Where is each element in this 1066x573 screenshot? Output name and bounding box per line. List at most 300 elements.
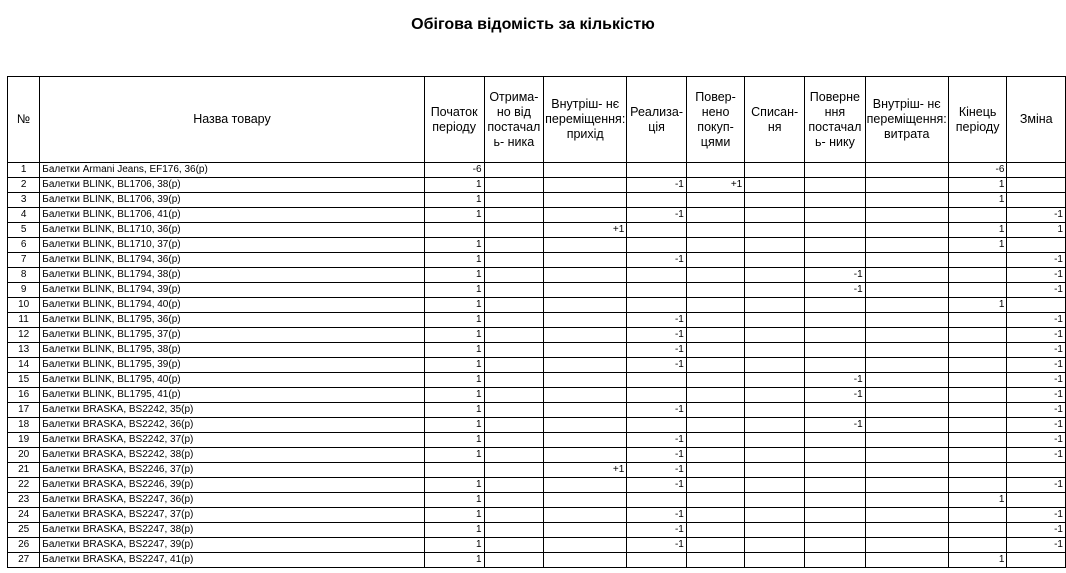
cell-returned-supplier [805,178,866,193]
col-header-transfer-out: Внутріш- нє переміщення: витрата [865,77,948,163]
cell-returned-buyers [686,298,744,313]
cell-transfer-in [544,268,627,283]
cell-transfer-in [544,193,627,208]
table-row [8,493,1066,508]
cell-end [948,253,1007,268]
cell-start: 1 [424,538,484,553]
col-header-no: № [8,77,40,163]
cell-start: 1 [424,328,484,343]
cell-change: -1 [1007,418,1066,433]
cell-transfer-in [544,403,627,418]
cell-transfer-out [865,448,948,463]
cell-start: 1 [424,253,484,268]
table-row [8,463,1066,478]
cell-transfer-out [865,538,948,553]
cell-start [424,463,484,478]
cell-no: 8 [8,268,40,283]
cell-start: 1 [424,388,484,403]
cell-received [484,253,544,268]
cell-transfer-out [865,268,948,283]
cell-returned-buyers [686,268,744,283]
cell-received [484,208,544,223]
cell-transfer-out [865,298,948,313]
cell-change [1007,553,1066,568]
cell-received [484,553,544,568]
cell-writeoff [745,538,805,553]
cell-end [948,448,1007,463]
cell-end [948,508,1007,523]
cell-transfer-in [544,328,627,343]
table-row [8,223,1066,238]
cell-start: 1 [424,208,484,223]
cell-sales: -1 [627,313,687,328]
cell-no: 1 [8,163,40,178]
cell-transfer-out [865,223,948,238]
table-row [8,523,1066,538]
cell-received [484,343,544,358]
table-row [8,388,1066,403]
table-row [8,448,1066,463]
cell-received [484,493,544,508]
cell-writeoff [745,178,805,193]
cell-returned-buyers: +1 [686,178,744,193]
cell-no: 6 [8,238,40,253]
cell-received [484,193,544,208]
table-row [8,478,1066,493]
cell-name: Балетки BLINK, BL1794, 39(р) [40,283,424,298]
cell-transfer-out [865,403,948,418]
cell-end [948,328,1007,343]
cell-received [484,523,544,538]
cell-name: Балетки BLINK, BL1710, 36(р) [40,223,424,238]
cell-change: -1 [1007,373,1066,388]
table-row [8,433,1066,448]
cell-name: Балетки BLINK, BL1710, 37(р) [40,238,424,253]
cell-transfer-out [865,283,948,298]
cell-name: Балетки BRASKA, BS2247, 36(р) [40,493,424,508]
report-title: Обігова відомість за кількістю [411,16,655,33]
cell-received [484,418,544,433]
cell-name: Балетки Armani Jeans, EF176, 36(р) [40,163,424,178]
cell-returned-buyers [686,313,744,328]
cell-sales: -1 [627,538,687,553]
cell-returned-supplier [805,208,866,223]
cell-no: 23 [8,493,40,508]
cell-transfer-out [865,328,948,343]
cell-writeoff [745,493,805,508]
cell-returned-buyers [686,418,744,433]
table-row [8,418,1066,433]
cell-end: 1 [948,178,1007,193]
cell-sales: -1 [627,358,687,373]
cell-transfer-out [865,433,948,448]
cell-transfer-in [544,553,627,568]
cell-change: -1 [1007,328,1066,343]
cell-change: -1 [1007,388,1066,403]
cell-name: Балетки BRASKA, BS2242, 36(р) [40,418,424,433]
cell-end [948,418,1007,433]
cell-received [484,538,544,553]
cell-sales: -1 [627,463,687,478]
cell-returned-buyers [686,508,744,523]
cell-transfer-in [544,298,627,313]
cell-no: 11 [8,313,40,328]
cell-no: 20 [8,448,40,463]
table-row [8,163,1066,178]
cell-transfer-in [544,238,627,253]
cell-sales [627,223,687,238]
cell-returned-buyers [686,208,744,223]
cell-sales: -1 [627,523,687,538]
cell-transfer-out [865,313,948,328]
cell-transfer-out [865,463,948,478]
cell-returned-supplier [805,538,866,553]
cell-received [484,268,544,283]
cell-start: 1 [424,433,484,448]
cell-returned-supplier [805,193,866,208]
cell-name: Балетки BRASKA, BS2247, 37(р) [40,508,424,523]
cell-sales [627,298,687,313]
cell-sales [627,373,687,388]
cell-change [1007,298,1066,313]
cell-end [948,523,1007,538]
col-header-returned-buyers: Повер- нено покуп- цями [686,77,744,163]
cell-received [484,238,544,253]
cell-end: 1 [948,298,1007,313]
cell-returned-buyers [686,343,744,358]
cell-transfer-in [544,508,627,523]
cell-end: -6 [948,163,1007,178]
cell-writeoff [745,343,805,358]
cell-sales: -1 [627,328,687,343]
cell-transfer-out [865,508,948,523]
cell-name: Балетки BLINK, BL1795, 37(р) [40,328,424,343]
table-row [8,403,1066,418]
cell-transfer-out [865,373,948,388]
cell-start: 1 [424,343,484,358]
cell-returned-buyers [686,388,744,403]
cell-start: 1 [424,238,484,253]
cell-transfer-in [544,433,627,448]
cell-name: Балетки BLINK, BL1794, 36(р) [40,253,424,268]
cell-no: 10 [8,298,40,313]
cell-change: -1 [1007,538,1066,553]
cell-transfer-in [544,388,627,403]
cell-end [948,433,1007,448]
cell-sales: -1 [627,478,687,493]
cell-received [484,223,544,238]
cell-writeoff [745,268,805,283]
cell-returned-supplier: -1 [805,418,866,433]
cell-received [484,448,544,463]
cell-writeoff [745,283,805,298]
cell-returned-buyers [686,253,744,268]
cell-returned-buyers [686,433,744,448]
turnover-table [7,76,1066,568]
cell-name: Балетки BRASKA, BS2247, 41(р) [40,553,424,568]
cell-no: 3 [8,193,40,208]
cell-writeoff [745,463,805,478]
cell-sales [627,493,687,508]
cell-sales [627,238,687,253]
cell-returned-supplier: -1 [805,283,866,298]
cell-name: Балетки BLINK, BL1794, 38(р) [40,268,424,283]
cell-returned-supplier: -1 [805,388,866,403]
cell-end: 1 [948,223,1007,238]
cell-returned-supplier: -1 [805,373,866,388]
cell-change [1007,238,1066,253]
cell-writeoff [745,193,805,208]
cell-start: -6 [424,163,484,178]
table-row [8,238,1066,253]
cell-writeoff [745,238,805,253]
cell-transfer-in [544,493,627,508]
cell-returned-buyers [686,523,744,538]
cell-received [484,388,544,403]
col-header-returned-supplier: Поверне ння постачал ь- нику [805,77,866,163]
cell-no: 21 [8,463,40,478]
table-row [8,373,1066,388]
cell-sales: -1 [627,178,687,193]
cell-returned-supplier [805,313,866,328]
cell-no: 4 [8,208,40,223]
cell-name: Балетки BRASKA, BS2247, 38(р) [40,523,424,538]
cell-transfer-out [865,553,948,568]
cell-transfer-in [544,448,627,463]
cell-end [948,283,1007,298]
cell-transfer-out [865,178,948,193]
cell-returned-supplier [805,223,866,238]
cell-no: 16 [8,388,40,403]
cell-start: 1 [424,418,484,433]
cell-received [484,373,544,388]
col-header-end: Кінець періоду [948,77,1007,163]
cell-name: Балетки BRASKA, BS2242, 37(р) [40,433,424,448]
cell-transfer-in [544,253,627,268]
cell-returned-buyers [686,478,744,493]
cell-change: -1 [1007,508,1066,523]
cell-end: 1 [948,553,1007,568]
table-row [8,313,1066,328]
cell-transfer-out [865,358,948,373]
cell-sales [627,388,687,403]
cell-received [484,463,544,478]
cell-transfer-out [865,493,948,508]
cell-start: 1 [424,313,484,328]
cell-end [948,403,1007,418]
cell-change: -1 [1007,523,1066,538]
cell-returned-buyers [686,493,744,508]
header-row [8,77,1066,163]
cell-returned-supplier [805,253,866,268]
cell-change [1007,463,1066,478]
cell-end: 1 [948,193,1007,208]
cell-transfer-out [865,388,948,403]
cell-transfer-out [865,163,948,178]
cell-writeoff [745,373,805,388]
table-row [8,178,1066,193]
cell-returned-buyers [686,238,744,253]
cell-transfer-out [865,193,948,208]
cell-change: -1 [1007,478,1066,493]
cell-returned-supplier [805,478,866,493]
cell-writeoff [745,358,805,373]
cell-returned-supplier [805,328,866,343]
cell-end [948,373,1007,388]
cell-no: 17 [8,403,40,418]
cell-change: -1 [1007,283,1066,298]
table-row [8,538,1066,553]
col-header-name: Назва товару [40,77,424,163]
cell-sales [627,163,687,178]
cell-change: -1 [1007,253,1066,268]
cell-transfer-in [544,538,627,553]
cell-change [1007,493,1066,508]
cell-returned-buyers [686,193,744,208]
cell-transfer-in [544,283,627,298]
cell-no: 25 [8,523,40,538]
cell-sales [627,283,687,298]
table-row [8,208,1066,223]
cell-transfer-in [544,178,627,193]
cell-start: 1 [424,403,484,418]
cell-change [1007,178,1066,193]
cell-start: 1 [424,523,484,538]
cell-sales: -1 [627,343,687,358]
cell-name: Балетки BRASKA, BS2246, 37(р) [40,463,424,478]
cell-transfer-in [544,208,627,223]
cell-no: 22 [8,478,40,493]
cell-received [484,313,544,328]
cell-writeoff [745,433,805,448]
cell-sales [627,418,687,433]
cell-no: 15 [8,373,40,388]
cell-writeoff [745,478,805,493]
cell-writeoff [745,223,805,238]
cell-returned-buyers [686,328,744,343]
cell-writeoff [745,553,805,568]
cell-start: 1 [424,298,484,313]
cell-end [948,268,1007,283]
cell-change [1007,193,1066,208]
cell-returned-supplier [805,433,866,448]
col-header-received: Отрима- но від постачал ь- ника [484,77,544,163]
cell-returned-supplier [805,403,866,418]
cell-transfer-in [544,373,627,388]
cell-change: -1 [1007,268,1066,283]
cell-no: 9 [8,283,40,298]
cell-change: -1 [1007,313,1066,328]
cell-transfer-in [544,343,627,358]
cell-start: 1 [424,193,484,208]
cell-start: 1 [424,178,484,193]
cell-name: Балетки BLINK, BL1706, 38(р) [40,178,424,193]
cell-returned-buyers [686,223,744,238]
cell-received [484,298,544,313]
cell-start: 1 [424,508,484,523]
cell-transfer-in [544,523,627,538]
cell-name: Балетки BRASKA, BS2246, 39(р) [40,478,424,493]
cell-no: 12 [8,328,40,343]
cell-returned-supplier [805,553,866,568]
cell-start: 1 [424,373,484,388]
cell-received [484,478,544,493]
cell-returned-supplier [805,508,866,523]
cell-writeoff [745,448,805,463]
cell-transfer-in [544,313,627,328]
cell-returned-supplier [805,463,866,478]
cell-no: 24 [8,508,40,523]
table-row [8,328,1066,343]
cell-returned-buyers [686,553,744,568]
cell-received [484,403,544,418]
cell-writeoff [745,253,805,268]
cell-received [484,328,544,343]
cell-no: 18 [8,418,40,433]
cell-returned-supplier [805,523,866,538]
cell-received [484,283,544,298]
cell-end [948,538,1007,553]
cell-transfer-in: +1 [544,223,627,238]
cell-start: 1 [424,448,484,463]
cell-end [948,388,1007,403]
cell-end [948,208,1007,223]
cell-name: Балетки BLINK, BL1706, 41(р) [40,208,424,223]
cell-writeoff [745,403,805,418]
cell-transfer-out [865,418,948,433]
cell-transfer-in [544,478,627,493]
col-header-sales: Реализа- ція [627,77,687,163]
cell-name: Балетки BLINK, BL1706, 39(р) [40,193,424,208]
cell-change [1007,163,1066,178]
cell-sales [627,553,687,568]
cell-end [948,343,1007,358]
cell-start: 1 [424,478,484,493]
cell-returned-buyers [686,358,744,373]
cell-transfer-out [865,253,948,268]
cell-returned-supplier [805,358,866,373]
cell-name: Балетки BRASKA, BS2247, 39(р) [40,538,424,553]
cell-returned-buyers [686,448,744,463]
cell-name: Балетки BRASKA, BS2242, 35(р) [40,403,424,418]
cell-no: 14 [8,358,40,373]
cell-sales: -1 [627,253,687,268]
col-header-change: Зміна [1007,77,1066,163]
cell-returned-supplier [805,448,866,463]
cell-sales [627,193,687,208]
cell-start: 1 [424,493,484,508]
cell-name: Балетки BLINK, BL1795, 36(р) [40,313,424,328]
cell-sales: -1 [627,403,687,418]
col-header-transfer-in: Внутріш- нє переміщення: прихід [544,77,627,163]
table-row [8,253,1066,268]
cell-returned-supplier [805,493,866,508]
cell-transfer-in [544,163,627,178]
cell-end [948,358,1007,373]
cell-writeoff [745,298,805,313]
cell-sales: -1 [627,508,687,523]
cell-writeoff [745,328,805,343]
table-row [8,298,1066,313]
cell-no: 27 [8,553,40,568]
cell-returned-supplier [805,163,866,178]
table-row [8,343,1066,358]
cell-returned-buyers [686,463,744,478]
cell-transfer-out [865,343,948,358]
cell-returned-buyers [686,403,744,418]
cell-received [484,163,544,178]
cell-writeoff [745,163,805,178]
